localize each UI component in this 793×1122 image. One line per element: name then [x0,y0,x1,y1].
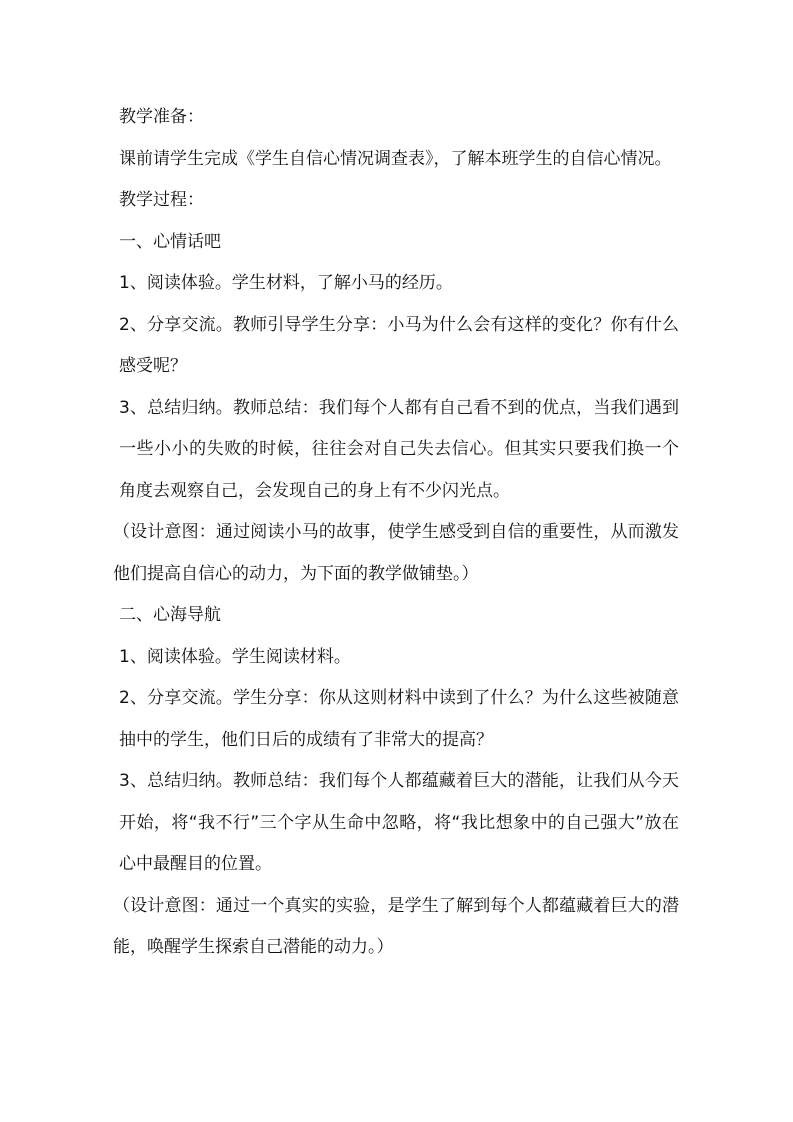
document-body [113,97,679,969]
design-intent-note-2: （设计意图：通过一个真实的实验，是学生了解到每个人都蕴藏着巨大的潜能，唤醒学生探索自己潜能的动力。） [113,895,679,957]
design-intent-note-1: （设计意图：通过阅读小马的故事，使学生感受到自信的重要性，从而激发他们提高自信心的动力，为下面的教学做铺垫。） [113,522,679,584]
paragraph-step-1-3: 3、总结归纳。教师总结：我们每个人都有自己看不到的优点，当我们遇到一些小小的失败的时候，往往会对自己失去信心。但其实只要我们换一个角度去观察自己，会发现自己的身上有不少闪光点。 [119,397,679,501]
paragraph-step-1-2: 2、分享交流。教师引导学生分享：小马为什么会有这样的变化？你有什么感受呢？ [119,314,679,376]
paragraph-preparation-detail: 课前请学生完成《学生自信心情况调查表》，了解本班学生的自信心情况。 [119,148,672,169]
section-heading-process: 教学过程： [119,190,204,210]
subsection-heading-2: 二、心海导航 [119,605,221,625]
paragraph-step-2-3: 3、总结归纳。教师总结：我们每个人都蕴藏着巨大的潜能，让我们从今天开始，将“我不行”三个字从生命中忽略，将“我比想象中的自己强大”放在心中最醒目的位置。 [119,771,679,874]
paragraph-step-2-1: 1、阅读体验。学生阅读材料。 [119,646,351,667]
paragraph-step-2-2: 2、分享交流。学生分享：你从这则材料中读到了什么？为什么这些被随意抽中的学生，他们日后的成绩有了非常大的提高？ [119,688,679,750]
paragraph-step-1-1: 1、阅读体验。学生材料，了解小马的经历。 [119,273,453,293]
section-heading-preparation: 教学准备： [119,107,204,127]
subsection-heading-1: 一、心情话吧 [119,231,221,252]
